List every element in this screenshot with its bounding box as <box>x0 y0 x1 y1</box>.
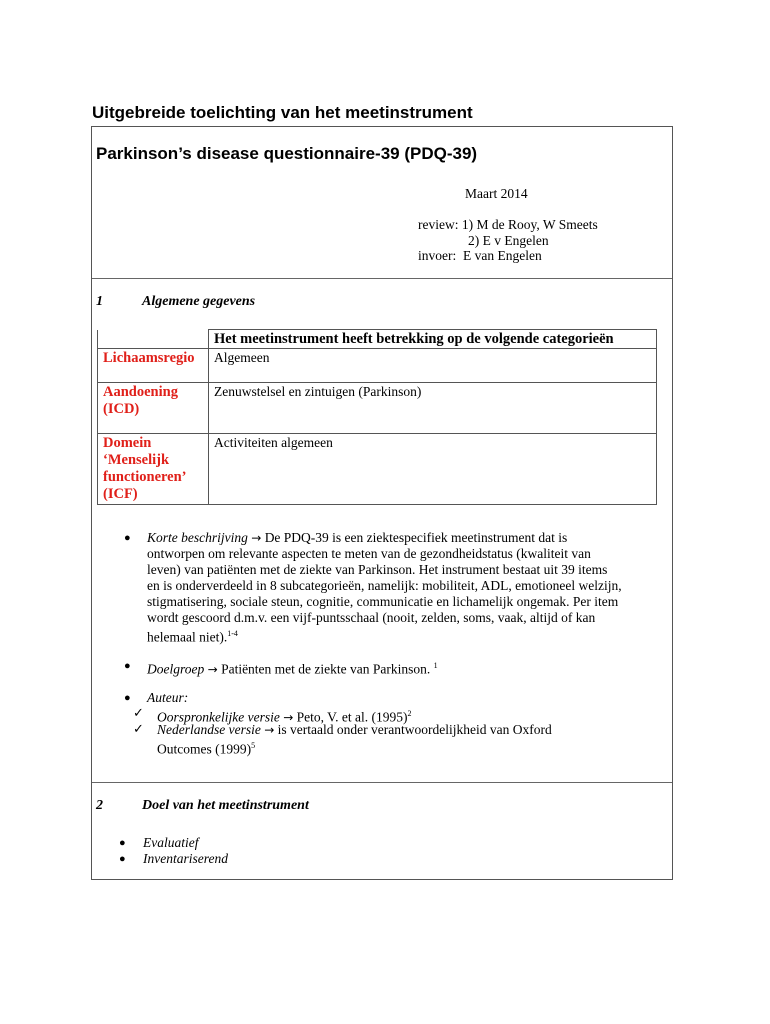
list-item: Evaluatief <box>143 835 199 850</box>
auteur-label: Auteur: <box>147 690 189 705</box>
invoer-line: invoer: E van Engelen <box>418 248 542 263</box>
table-header: Het meetinstrument heeft betrekking op de volgende categorieën <box>209 330 657 349</box>
table-row <box>98 383 657 434</box>
bullet-icon: ● <box>124 660 131 672</box>
arrow-right-icon: → <box>251 531 262 545</box>
divider <box>92 278 672 279</box>
arrow-right-icon: → <box>264 723 275 737</box>
bullet-icon: ● <box>119 853 126 865</box>
section-title: Doel van het meetinstrument <box>142 798 309 813</box>
section-title: Algemene gegevens <box>142 294 256 309</box>
category-value: Activiteiten algemeen <box>209 434 657 505</box>
table-row <box>98 349 657 383</box>
korte-beschrijving: Korte beschrijving → De PDQ-39 is een ziektespecifiek meetinstrument dat is ontworpen om relevante aspecten te meten van de gezondheidstatus (kwaliteit van leven) van patiënten met de ziekte van Parkinson. Het instrument bestaat uit 39 items en is onderverdeeld in 8 subcategorieën, namelijk: mobiliteit, ADL, emotioneel welzijn, stigmatisering, sociale steun, cognitie, communicatie en lichamelijk ongemak. Per item wordt gescoord d.m.v. een vijf-puntsschaal (nooit, zelden, soms, vaak, altijd of kan helemaal niet).$^{1-4}$ <box>147 530 622 645</box>
checkmark-icon: ✓ <box>133 721 144 736</box>
bullet-icon: ● <box>119 837 126 849</box>
category-label: Domein ‘Menselijk functioneren’ (ICF) <box>98 434 209 505</box>
list-item: Inventariserend <box>143 851 228 866</box>
bullet-icon: ● <box>124 532 131 544</box>
bullet-icon: ● <box>124 692 131 704</box>
instrument-title: Parkinson’s disease questionnaire-39 (PDQ-39) <box>96 144 478 163</box>
section-number: 1 <box>96 294 103 309</box>
nederlandse-versie: Nederlandse versie → is vertaald onder verantwoordelijkheid van Oxford Outcomes $(1999)^5$ <box>157 722 552 757</box>
category-label: Aandoening (ICD) <box>98 383 209 434</box>
divider <box>92 782 672 783</box>
arrow-right-icon: → <box>207 662 218 677</box>
date: Maart 2014 <box>465 186 528 201</box>
table-row <box>98 434 657 505</box>
category-value: Zenuwstelsel en zintuigen (Parkinson) <box>209 383 657 434</box>
review-line-2: 2) E v Engelen <box>468 233 549 248</box>
category-table <box>97 329 657 505</box>
checkmark-icon: ✓ <box>133 705 144 720</box>
review-line-1: review: 1) M de Rooy, W Smeets <box>418 217 598 232</box>
page-title: Uitgebreide toelichting van het meetinstrument <box>92 103 473 122</box>
document-frame <box>91 126 673 880</box>
table-header-row <box>98 330 657 349</box>
arrow-right-icon: → <box>283 710 294 725</box>
doelgroep: Doelgroep → Patiënten met de ziekte van Parkinson. $^1$ <box>147 661 438 677</box>
oorspronkelijke-versie: Oorspronkelijke versie → Peto, V. et al. $(1995)^2$ <box>157 709 412 725</box>
category-value: Algemeen <box>209 349 657 383</box>
section-number: 2 <box>96 798 103 813</box>
category-label: Lichaamsregio <box>98 349 209 383</box>
